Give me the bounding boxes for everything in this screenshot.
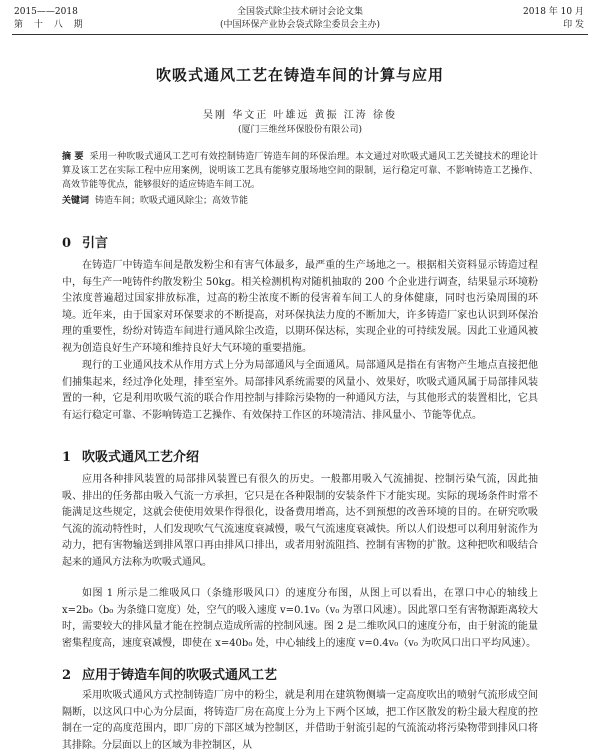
header-rule xyxy=(12,34,588,35)
proceedings-organizer: (中国环保产业协会袋式除尘委员会主办) xyxy=(219,20,381,30)
section-title: 吹吸式通风工艺介绍 xyxy=(82,450,200,465)
paragraph: 采用吹吸式通风方式控制铸造厂房中的粉尘，就是利用在建筑物侧墙一定高度吹出的喷射气流形成空间隔断，以这风口中心为分层面，将铸造厂房在高度上分为上下两个区域，把工作区散发的粉尘最大程度的控制在一定的高度范围内，即厂房的下部区域为控制区，并借助于射流引起的气流流动将污染物带到排风口将其排除。分层面以上的区域为非控制区，从 xyxy=(62,690,538,751)
abstract-text: 采用一种吹吸式通风工艺可有效控制铸造厂铸造车间的环保治理。本文通过对吹吸式通风工艺关键技术的理论计算及该工艺在实际工程中应用案例，说明该工艺具有能够克服场地空间的限制，运行稳定可靠、不影响铸造工艺操作、高效节能等优点，能够很好的适应铸造车间工况。 xyxy=(62,152,538,190)
section-title: 引言 xyxy=(82,236,109,251)
paragraph: 应用各种排风装置的局部排风装置已有很久的历史。一般都用吸入气流捕捉、控制污染气流，因此抽吸、排出的任务都由吸入气流一方承担，它只是在各种限制的安装条件下才能实现。实际的现场条件时常不能满足这些规定，这就会使使用效果作得很化，设备费用增高，达不到预想的改善环境的目的。在研究吹吸气流的流动特性时，人们发现吹气气流速度衰减慢，吸气气流速度衰减快。所以人们设想可以利用射流作为动力，把有害物输送到排风罩口再由排风口排出，或者用射流阻挡、控制有害物的扩散。这种把吹和吸结合起来的通风方法称为吹吸式通风。 xyxy=(62,474,538,568)
section-title: 应用于铸造车间的吹吸式通风工艺 xyxy=(82,668,278,683)
abstract-label: 摘 要 xyxy=(62,152,84,162)
running-header-right xyxy=(523,6,584,32)
affiliation: (厦门三维丝环保股份有限公司) xyxy=(237,125,363,135)
paragraph: 现行的工业通风技术从作用方式上分为局部通风与全面通风。局部通风是指在有害物产生地点直接把他们捕集起来，经过净化处理，排至室外。局部排风系统需要的风量小、效果好，吹吸式通风属于局部排风装置的一种，它是利用吹吸气流的联合作用控制与排除污染物的一种通风方法，与其他形式的装置相比，它具有运行稳定可靠、不影响铸造工艺操作、有效保持工作区的环境清洁、排风量小、节能等优点。 xyxy=(62,360,538,421)
print-note: 印 发 xyxy=(563,20,584,30)
section-number: 1 xyxy=(62,450,72,465)
author-list: 吴刚 华文正 叶雄远 黄振 江涛 徐俊 xyxy=(203,110,397,121)
section-number: 2 xyxy=(62,668,72,683)
section-heading-application xyxy=(62,664,277,683)
paragraph: 在铸造厂中铸造车间是散发粉尘和有害气体最多，最严重的生产场地之一。根据相关资料显示铸造过程中，每生产一吨铸件约散发粉尘 50kg。相关检测机构对随机抽取的 200 个企业进行调查，结果显示环境粉尘浓度普遍超过国家排放标准，过高的粉尘浓度不断的侵害着车间工人的身体健康，同时也污染周围的环境。近年来，由于国家对环保要求的不断提高，对环保执法力度的不断加大，许多铸造厂家也认识到环保治理的重要性，纷纷对铸造车间进行通风除尘改造，以期环保达标，实现企业的可持续发展。因此工业通风被视为创造良好生产环境和维持良好大气环境的重要措施。 xyxy=(62,260,538,354)
running-header-center xyxy=(0,6,600,32)
abstract xyxy=(62,150,538,192)
section-heading-process xyxy=(62,446,199,465)
issue-number: 第 十 八 期 xyxy=(14,20,87,30)
keywords-label: 关键词 xyxy=(62,196,90,206)
section-heading-intro xyxy=(62,232,108,251)
keywords xyxy=(62,194,538,208)
publication-date: 2018 年 10 月 xyxy=(523,7,584,17)
section-number: 0 xyxy=(62,236,72,251)
proceedings-title: 全国袋式除尘技术研讨会论文集 xyxy=(236,7,363,17)
paper-title: 吹吸式通风工艺在铸造车间的计算与应用 xyxy=(155,66,444,84)
volume-years: 2015——2018 xyxy=(14,7,78,17)
paragraph: 如图 1 所示是二维吸风口（条缝形吸风口）的速度分布图，从图上可以看出，在罩口中心的轴线上 x=2b₀（b₀ 为条缝口宽度）处，空气的吸入速度 v=0.1v₀（v₀ 为罩口风速）。因此罩口至有害物源距离较大时，需要较大的排风量才能在控制点造成所需的控制风速。图 2 是二维吹风口的速度分布，由于射流的能量密集程度高，速度衰减慢，即使在 x=40b₀ 处，中心轴线上的速度 v=0.4v₀（v₀ 为吹风口出口平均风速）。 xyxy=(62,588,538,649)
keywords-text: 铸造车间；吹吸式通风除尘；高效节能 xyxy=(95,196,249,206)
